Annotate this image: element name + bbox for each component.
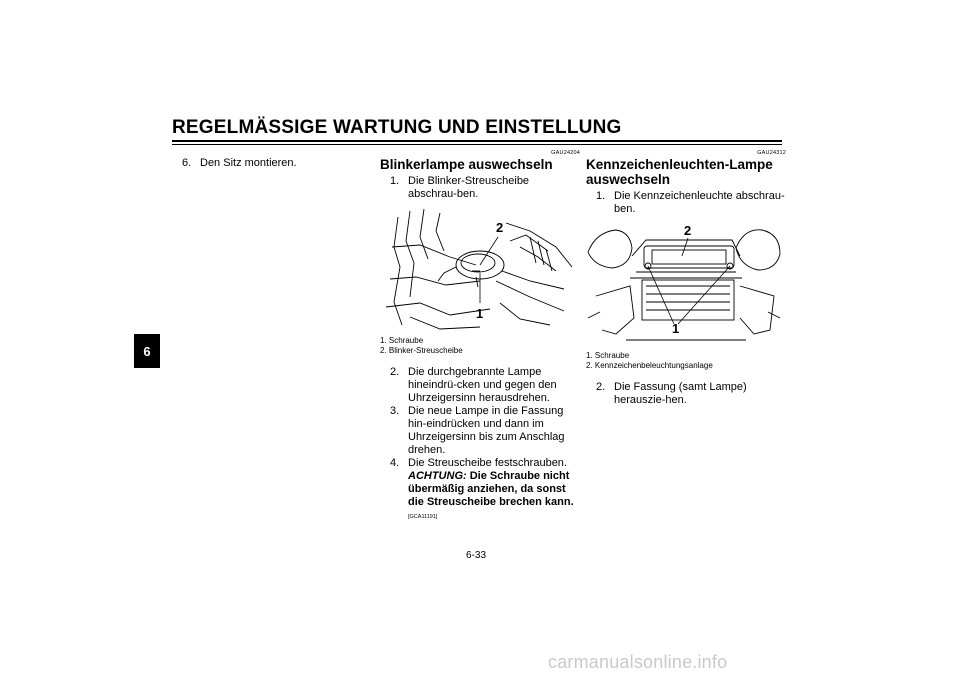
step-text: Den Sitz montieren.	[200, 157, 297, 169]
step-number: 6.	[182, 157, 192, 169]
section-code: GAU24204	[551, 150, 580, 156]
step-item	[380, 175, 580, 201]
figure-label-1: 1	[672, 321, 680, 336]
caption-item: 1. Schraube	[380, 336, 424, 345]
section-title-blinker: Blinkerlampe auswechseln	[380, 157, 553, 172]
figure-turn-signal	[380, 207, 576, 333]
header-rule-thick	[172, 140, 782, 142]
caution-block	[380, 470, 580, 524]
step-item	[586, 381, 786, 407]
caution-code: [GCA11191]	[408, 514, 438, 520]
section-title-license-light: Kennzeichenleuchten-Lampe auswechseln	[586, 157, 773, 187]
page-number: 6-33	[466, 550, 487, 561]
figure-label-2: 2	[684, 223, 692, 238]
spacer-code	[172, 150, 372, 157]
caption-item: 2. Blinker-Streuscheibe	[380, 346, 463, 355]
step-text: Die Kennzeichenleuchte abschrau-ben.	[614, 190, 785, 215]
step-text: Die Streuscheibe festschrauben.	[408, 457, 567, 469]
step-item	[380, 457, 580, 470]
caution-text: Die Schraube nicht übermäßig anziehen, da sonst die Streuscheibe brechen kann.	[408, 470, 574, 508]
step-item	[586, 190, 786, 216]
caption-item: 1. Schraube	[586, 351, 630, 360]
header-rule-thin	[172, 144, 782, 145]
figure-label-1: 1	[476, 306, 484, 321]
step-number: 4.	[390, 457, 400, 469]
figure-label-2: 2	[496, 220, 504, 235]
figure-license-light	[586, 222, 782, 348]
watermark-link[interactable]: carmanualsonline.info	[548, 652, 728, 672]
section-code: GAU24312	[757, 150, 786, 156]
step-item	[380, 405, 580, 457]
column-3	[586, 150, 786, 407]
step-number: 1.	[390, 175, 400, 187]
step-text: Die Fassung (samt Lampe) herauszie-hen.	[614, 381, 747, 406]
chapter-tab: 6	[134, 334, 160, 368]
caution-label: ACHTUNG:	[408, 470, 467, 482]
step-item	[172, 157, 372, 170]
step-text: Die Blinker-Streuscheibe abschrau-ben.	[408, 175, 530, 200]
step-number: 1.	[596, 190, 606, 202]
step-number: 3.	[390, 405, 400, 417]
license-light-illustration	[586, 222, 782, 348]
step-text: Die durchgebrannte Lampe hineindrü-cken und gegen den Uhrzeigersinn herausdrehen.	[408, 366, 557, 404]
step-item	[380, 366, 580, 405]
page-title: REGELMÄSSIGE WARTUNG UND EINSTELLUNG	[172, 117, 622, 138]
column-2	[380, 150, 580, 524]
caption-item: 2. Kennzeichenbeleuchtungsanlage	[586, 361, 713, 370]
step-number: 2.	[596, 381, 606, 393]
step-number: 2.	[390, 366, 400, 378]
step-text: Die neue Lampe in die Fassung hin-eindrücken und dann im Uhrzeigersinn bis zum Anschlag drehen.	[408, 405, 565, 456]
column-1	[172, 150, 372, 170]
